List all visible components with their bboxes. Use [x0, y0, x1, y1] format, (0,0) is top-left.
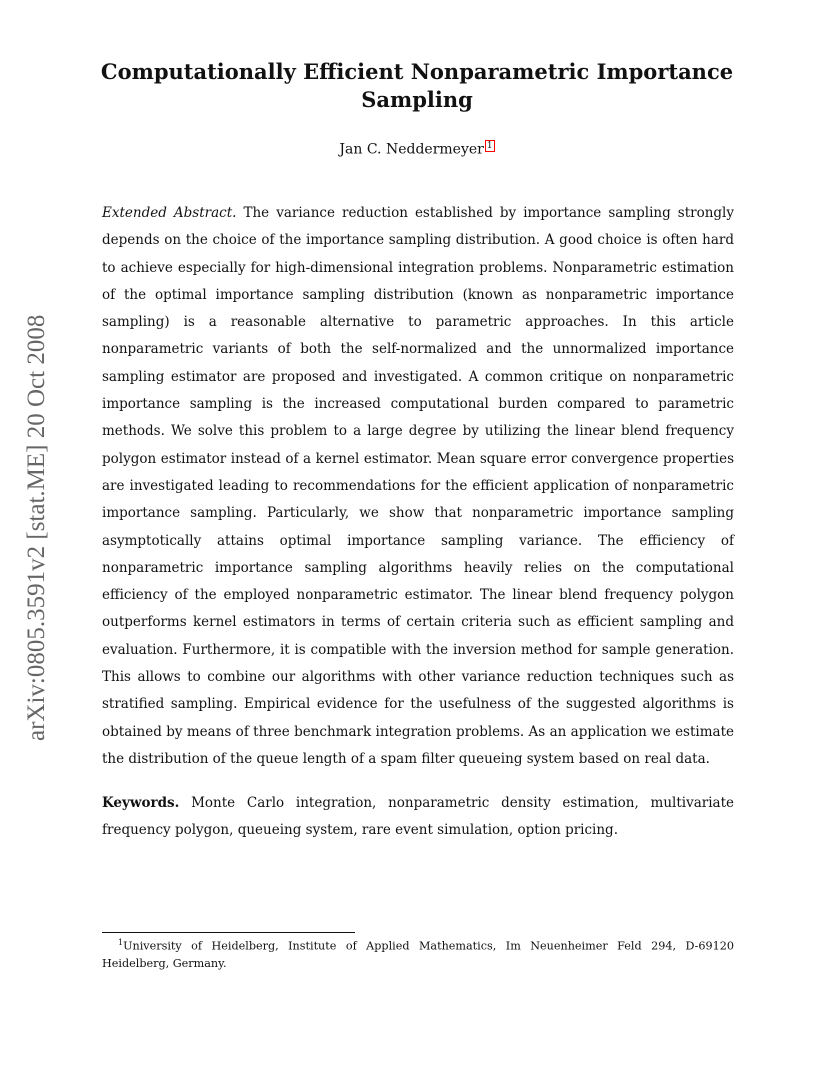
footnote-mark: 1: [118, 938, 124, 947]
abstract-lead: Extended Abstract.: [102, 205, 237, 221]
abstract: [102, 200, 734, 773]
abstract-text: The variance reduction established by importance sampling strongly depends on the choice of the importance sampling distribution. A good choice is often hard to achieve especially for high-dimensional integration problems. Nonparametric estimation of the optimal importance sampling distribution (known as nonparametric importance sampling) is a reasonable alternative to parametric approaches. In this article nonparametric variants of both the self-normalized and the unnormalized importance sampling estimator are proposed and investigated. A common critique on nonparametric importance sampling is the increased computational burden compared to parametric methods. We solve this problem to a large degree by utilizing the linear blend frequency polygon estimator instead of a kernel estimator. Mean square error convergence properties are investigated leading to recommendations for the efficient application of nonparametric importance sampling. Particularly, we show that nonparametric importance sampling asymptotically attains optimal importance sampling variance. The efficiency of nonparametric importance sampling algorithms heavily relies on the computational efficiency of the employed nonparametric estimator. The linear blend frequency polygon outperforms kernel estimators in terms of certain criteria such as efficient sampling and evaluation. Furthermore, it is compatible with the inversion method for sample generation. This allows to combine our algorithms with other variance reduction techniques such as stratified sampling. Empirical evidence for the usefulness of the suggested algorithms is obtained by means of three benchmark integration problems. As an application we estimate the distribution of the queue length of a spam filter queueing system based on real data.: [102, 205, 734, 767]
author-name: Jan C. Neddermeyer: [339, 141, 484, 158]
keywords-text: Monte Carlo integration, nonparametric density estimation, multivariate frequency polygon, queueing system, rare event simulation, option pricing.: [102, 795, 734, 838]
paper-title: Computationally Efficient Nonparametric Importance Sampling: [100, 59, 734, 112]
arxiv-identifier-stamp: arXiv:0805.3591v2 [stat.ME] 20 Oct 2008: [23, 314, 50, 741]
keywords-label: Keywords.: [102, 795, 180, 811]
keywords: [102, 790, 734, 844]
author-line: [100, 140, 734, 159]
footnote: [102, 934, 734, 972]
author-footnote-link[interactable]: 1: [486, 141, 493, 151]
footnote-text: University of Heidelberg, Institute of Applied Mathematics, Im Neuenheimer Feld 294, D-69120 Heidelberg, Germany.: [102, 939, 734, 970]
footnote-divider: [102, 932, 355, 933]
